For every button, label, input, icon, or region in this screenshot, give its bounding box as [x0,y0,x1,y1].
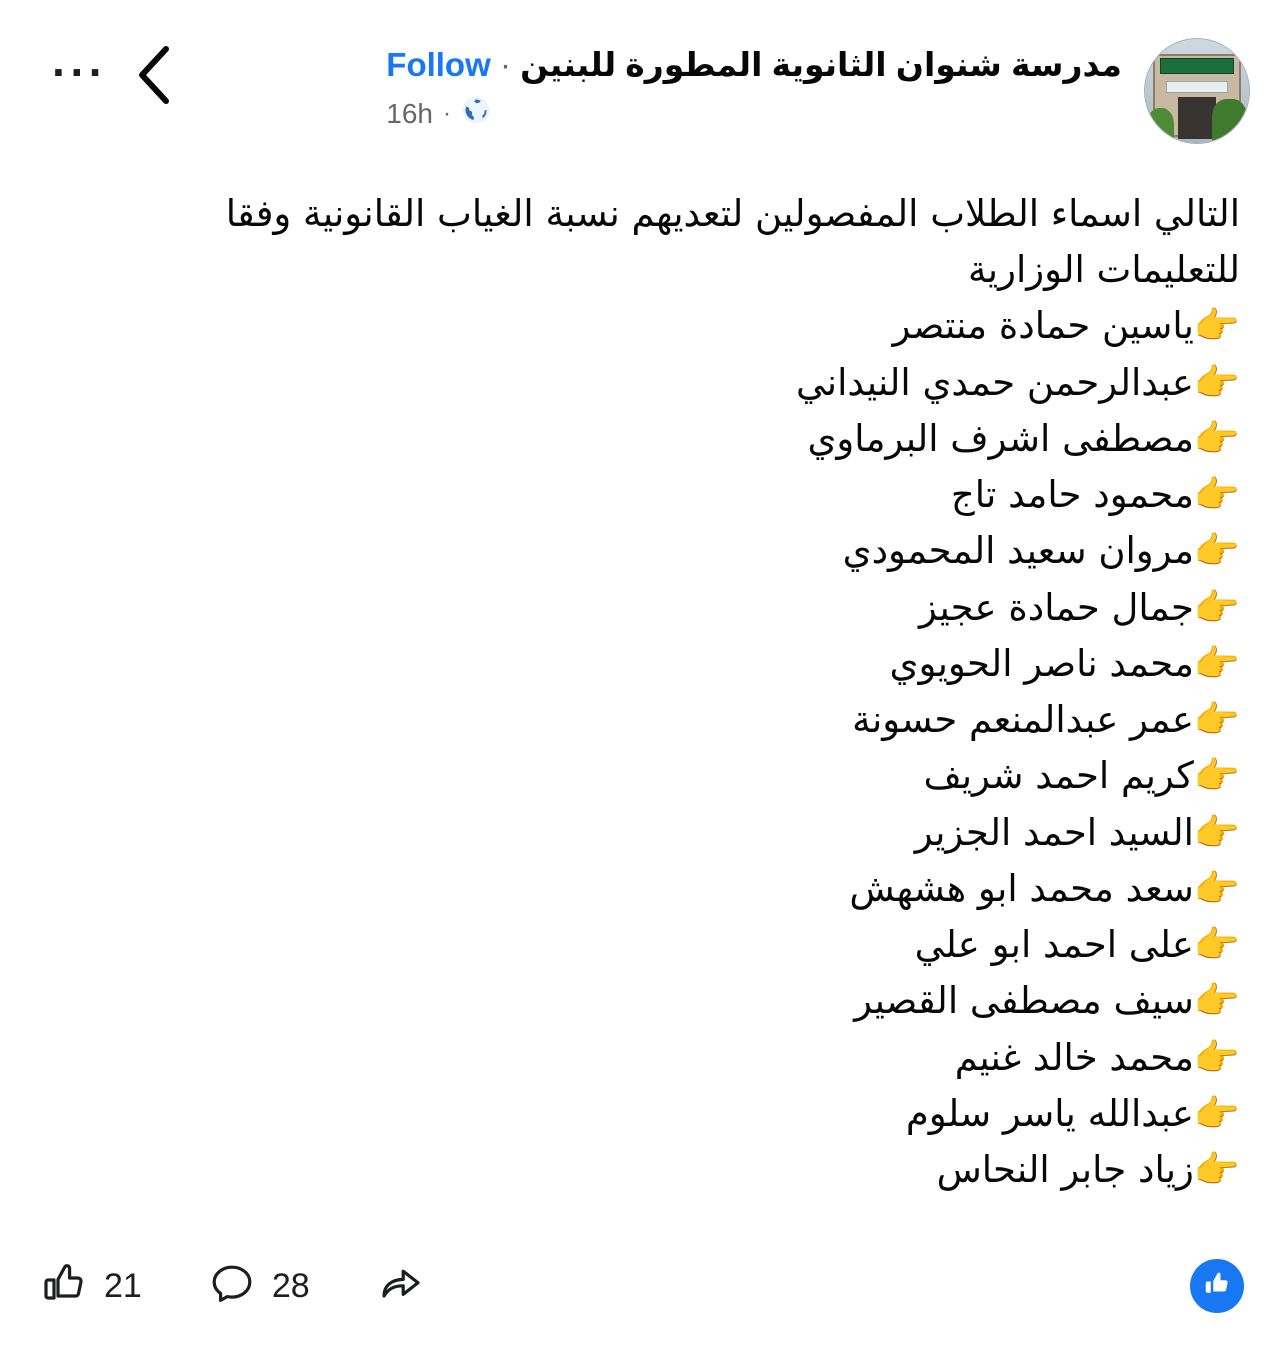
list-item [44,467,1240,523]
pointing-hand-icon: 👉 [1193,416,1240,460]
post-meta [386,38,1122,132]
page-name[interactable]: مدرسة شنوان الثانوية المطورة للبنين [520,46,1122,83]
list-item [44,1086,1240,1142]
student-name: مروان سعيد المحمودي [842,529,1194,573]
student-name: كريم احمد شريف [923,754,1194,798]
list-item [44,1030,1240,1086]
time-separator: · [443,99,451,127]
comment-action[interactable] [208,1260,310,1313]
thumbs-up-filled-icon [1202,1269,1232,1304]
student-name: على احمد ابو علي [914,923,1194,967]
student-name: سعد محمد ابو هشهش [849,866,1194,910]
avatar-bush-left [1147,108,1174,143]
thumbs-up-icon [40,1260,88,1313]
avatar-bush-right [1212,99,1247,143]
follow-button[interactable]: Follow [386,46,491,83]
list-item [44,692,1240,748]
student-name: محمود حامد تاج [950,473,1194,517]
avatar-banner [1160,58,1235,75]
pointing-hand-icon: 👉 [1193,641,1240,685]
reaction-button[interactable] [1190,1259,1244,1313]
list-item [44,298,1240,354]
like-action[interactable] [40,1260,142,1313]
list-item [44,523,1240,579]
pointing-hand-icon: 👉 [1193,1035,1240,1079]
comment-count: 28 [271,1266,310,1305]
student-name: محمد خالد غنيم [954,1035,1194,1079]
avatar-sign [1166,81,1228,93]
pointing-hand-icon: 👉 [1193,529,1240,573]
globe-icon[interactable] [461,95,491,132]
share-action[interactable] [376,1260,424,1313]
pointing-hand-icon: 👉 [1193,866,1240,910]
pointing-hand-icon: 👉 [1193,923,1240,967]
pointing-hand-icon: 👉 [1193,585,1240,629]
list-item [44,1142,1240,1198]
post-intro-line-1: التالي اسماء الطلاب المفصولين لتعديهم نسبة الغياب القانونية وفقا [225,192,1240,235]
post-header [0,0,1284,144]
pointing-hand-icon: 👉 [1193,473,1240,517]
avatar-door [1178,97,1215,139]
student-name: جمال حمادة عجيز [919,585,1194,629]
list-item [44,355,1240,411]
post-actions-bar [0,1222,1284,1350]
student-name: عبدالله ياسر سلوم [905,1091,1194,1135]
name-separator: · [499,46,511,83]
pointing-hand-icon: 👉 [1193,1147,1240,1191]
pointing-hand-icon: 👉 [1193,979,1240,1023]
pointing-hand-icon: 👉 [1193,698,1240,742]
list-item [44,748,1240,804]
student-name: عبدالرحمن حمدي النيداني [795,360,1194,404]
list-item [44,973,1240,1029]
page-name-line [386,44,1122,85]
like-count: 21 [104,1266,142,1305]
share-arrow-icon [376,1260,424,1313]
more-options-icon[interactable]: ··· [52,46,107,98]
list-item [44,636,1240,692]
post-intro-line-2: للتعليمات الوزارية [967,248,1240,292]
post-body [0,144,1284,1222]
student-name: عمر عبدالمنعم حسونة [852,698,1194,742]
student-name: السيد احمد الجزير [914,810,1194,854]
avatar[interactable] [1144,38,1250,144]
pointing-hand-icon: 👉 [1193,304,1240,348]
student-name: زياد جابر النحاس [936,1147,1194,1191]
post-subline [386,95,1122,132]
pointing-hand-icon: 👉 [1193,754,1240,798]
pointing-hand-icon: 👉 [1193,360,1240,404]
student-name: ياسين حمادة منتصر [892,304,1194,348]
list-item [44,805,1240,861]
pointing-hand-icon: 👉 [1193,1091,1240,1135]
student-name: محمد ناصر الحويوي [889,641,1194,685]
list-item [44,580,1240,636]
pointing-hand-icon: 👉 [1193,810,1240,854]
list-item [44,861,1240,917]
list-item [44,411,1240,467]
post-timestamp[interactable]: 16h [386,97,433,129]
list-item [44,917,1240,973]
student-name: مصطفى اشرف البرماوي [807,416,1194,460]
back-button[interactable] [125,38,183,112]
student-name: سيف مصطفى القصير [854,979,1194,1023]
comment-bubble-icon [208,1260,256,1313]
